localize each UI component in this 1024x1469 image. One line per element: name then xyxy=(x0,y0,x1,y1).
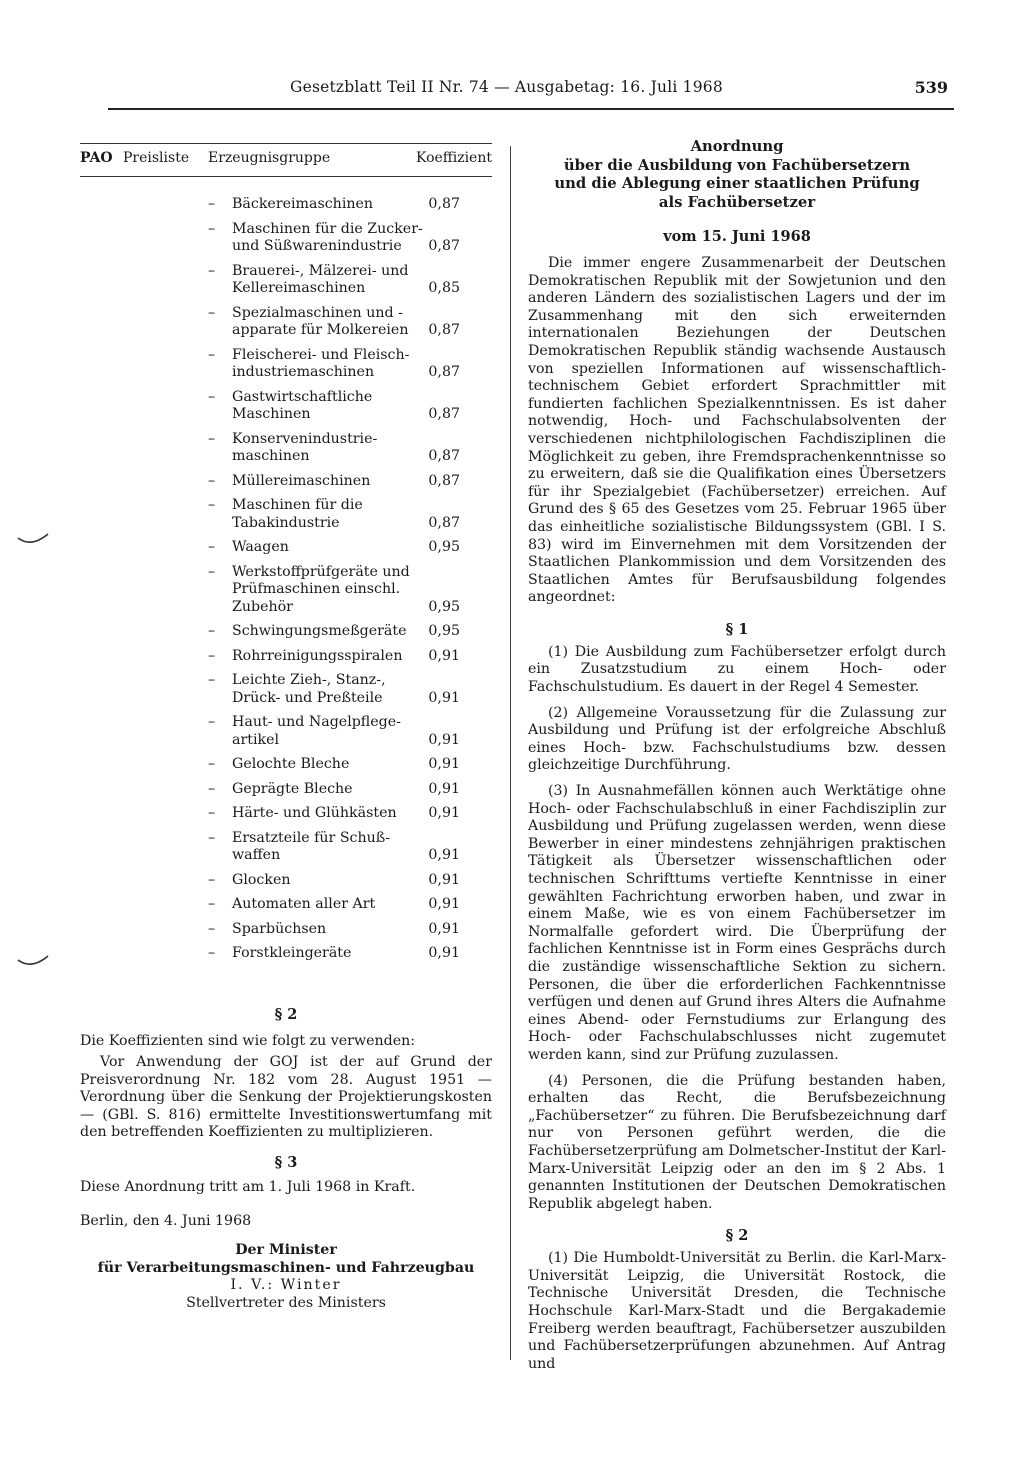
row-name: Härte- und Glühkästen xyxy=(232,805,397,821)
column-divider xyxy=(510,146,511,1360)
row-value: 0,95 xyxy=(428,539,460,555)
row-value: 0,87 xyxy=(428,364,460,380)
row-name: Fleischerei- und Fleisch- industriemaschinen xyxy=(232,346,410,380)
row-value: 0,91 xyxy=(428,689,460,706)
margin-mark-icon xyxy=(16,952,50,968)
table-row: – Bäckereimaschinen 0,87 xyxy=(208,196,460,212)
table-row: – Ersatzteile für Schuß- waffen 0,91 xyxy=(208,829,460,863)
decree-title-line: über die Ausbildung von Fachübersetzern xyxy=(563,156,911,174)
paragraph: (2) Allgemeine Voraussetzung für die Zulassung zur Ausbildung und Prüfung ist der erfolgreiche Abschluß eines Hoch- bzw. Fachschulstudiums bzw. dessen gleichzeitige Durchführung. xyxy=(528,704,946,774)
col-header-koeffizient: Koeffizient xyxy=(415,150,492,166)
table-row: – Schwingungsmeßgeräte 0,95 xyxy=(208,623,460,639)
section-heading: § 2 xyxy=(725,1227,749,1245)
signature-role: Stellvertreter des Ministers xyxy=(186,1295,386,1312)
row-value: 0,91 xyxy=(428,805,460,821)
table-row: – Maschinen für die Tabakindustrie 0,87 xyxy=(208,497,460,531)
table-row: – Spezialmaschinen und -apparate für Molkereien 0,87 xyxy=(208,304,460,338)
header-title: Gesetzblatt Teil II Nr. 74 — Ausgabetag: 16. Juli 1968 xyxy=(290,78,723,96)
row-value: 0,91 xyxy=(428,756,460,772)
row-value: 0,91 xyxy=(428,896,460,912)
decree-date: vom 15. Juni 1968 xyxy=(663,228,811,245)
row-value: 0,87 xyxy=(428,322,460,338)
left-column xyxy=(80,140,492,1313)
table-row: – Maschinen für die Zucker- und Süßwarenindustrie 0,87 xyxy=(208,220,460,254)
table-header xyxy=(80,140,492,176)
row-name: Waagen xyxy=(232,539,289,555)
table-row: – Leichte Zieh-, Stanz-, Drück- und Preßteile 0,91 xyxy=(208,672,460,706)
table-row: – Werkstoffprüfgeräte und Prüfmaschinen einschl. Zubehör 0,95 xyxy=(208,563,460,615)
table-row: – Automaten aller Art 0,91 xyxy=(208,896,460,912)
header-rule xyxy=(108,108,954,110)
table-row: – Gelochte Bleche 0,91 xyxy=(208,756,460,772)
row-value: 0,87 xyxy=(428,238,460,254)
row-value: 0,95 xyxy=(428,623,460,639)
paragraph: Die Koeffizienten sind wie folgt zu verwenden: xyxy=(80,1032,416,1049)
row-value: 0,91 xyxy=(428,945,460,961)
row-value: 0,85 xyxy=(428,280,460,296)
paragraph: (1) Die Humboldt-Universität zu Berlin. die Karl-Marx-Universität Leipzig, die Universität Rostock, die Technische Universität Dresden, die Technische Hochschule Karl-Marx-Stadt und die Bergakademie Freiberg werden beauftragt, Fachübersetzer auszubilden und Fachübersetzerprüfungen abzunehmen. Auf Antrag und xyxy=(528,1250,946,1372)
col-header-erzeugnisgruppe: Erzeugnisgruppe xyxy=(208,150,331,166)
page-number: 539 xyxy=(914,78,948,97)
margin-mark-icon xyxy=(16,530,50,546)
row-name: Forstkleingeräte xyxy=(232,945,352,961)
table-rule-top xyxy=(80,143,492,144)
row-name: Gastwirtschaftliche Maschinen xyxy=(232,388,373,422)
row-value: 0,87 xyxy=(428,448,460,464)
place-date: Berlin, den 4. Juni 1968 xyxy=(80,1212,252,1229)
row-value: 0,95 xyxy=(428,598,460,615)
row-value: 0,91 xyxy=(428,780,460,797)
row-name: Bäckereimaschinen xyxy=(232,196,374,212)
row-name: Maschinen für die Zucker- und Süßwarenindustrie xyxy=(232,220,423,254)
decree-title-line: als Fachübersetzer xyxy=(658,193,816,211)
decree-title-line: und die Ablegung einer staatlichen Prüfung xyxy=(554,175,920,192)
paragraph: Diese Anordnung tritt am 1. Juli 1968 in Kraft. xyxy=(80,1179,416,1196)
row-name: Maschinen für die Tabakindustrie xyxy=(232,497,363,531)
table-row: – Müllereimaschinen 0,87 xyxy=(208,472,460,489)
row-name: Brauerei-, Mälzerei- und Kellereimaschinen xyxy=(232,262,409,296)
row-name: Ersatzteile für Schuß- waffen xyxy=(232,829,391,863)
section-heading: § 1 xyxy=(725,620,749,638)
table-row: – Gastwirtschaftliche Maschinen 0,87 xyxy=(208,388,460,422)
row-value: 0,91 xyxy=(428,847,460,863)
right-column xyxy=(528,138,946,1373)
row-value: 0,87 xyxy=(428,514,460,531)
row-name: Geprägte Bleche xyxy=(232,780,353,797)
section-heading: § 3 xyxy=(274,1154,298,1172)
row-name: Spezialmaschinen und -apparate für Molkereien xyxy=(232,304,409,338)
table-row: – Glocken 0,91 xyxy=(208,871,460,888)
signature-ministry: für Verarbeitungsmaschinen- und Fahrzeugbau xyxy=(97,1259,475,1276)
table-row: – Forstkleingeräte 0,91 xyxy=(208,945,460,961)
row-name: Gelochte Bleche xyxy=(232,756,350,772)
row-name: Werkstoffprüfgeräte und Prüfmaschinen einschl. Zubehör xyxy=(232,563,410,615)
section-heading: § 2 xyxy=(274,1005,298,1023)
table-rule-bottom xyxy=(80,176,492,177)
row-value: 0,91 xyxy=(428,647,460,664)
preamble: Die immer engere Zusammenarbeit der Deutschen Demokratischen Republik mit der Sowjetunion und den anderen Ländern des sozialistischen Lagers und der im Zusammenhang mit den sich erweiternden internationalen Beziehungen der Deutschen Demokratischen Republik ständig wachsende Austausch von speziellen Informationen auf wissenschaftlich-technischem Gebiet erfordert Sprachmittler mit fundierten fachlichen Spezialkenntnissen. Es ist daher notwendig, Hoch- und Fachschulabsolventen der verschiedenen nichtphilologischen Fachdisziplinen die Möglichkeit zu geben, ihre Fremdsprachenkenntnisse so zu erweitern, daß sie die Qualifikation eines Übersetzers für ihr Spezialgebiet (Fachübersetzer) erreichen. Auf Grund des § 65 des Gesetzes vom 25. Februar 1965 über das einheitliche sozialistische Bildungssystem (GBl. I S. 83) wird im Einvernehmen mit dem Vorsitzenden der Staatlichen Plankommission und dem Vorsitzenden des Staatlichen Amtes für Berufsausbildung folgendes angeordnet: xyxy=(528,255,946,606)
row-value: 0,91 xyxy=(428,920,460,937)
decree-title: Anordnung xyxy=(690,138,784,155)
table-row: – Härte- und Glühkästen 0,91 xyxy=(208,805,460,821)
row-name: Rohrreinigungsspiralen xyxy=(232,647,403,664)
product-table xyxy=(80,196,492,963)
row-name: Schwingungsmeßgeräte xyxy=(232,623,407,639)
signature-name: I. V.: Winter xyxy=(230,1277,342,1294)
signature-title: Der Minister xyxy=(235,1242,337,1259)
row-name: Glocken xyxy=(232,871,291,888)
row-value: 0,87 xyxy=(428,406,460,422)
paragraph: (1) Die Ausbildung zum Fachübersetzer erfolgt durch ein Zusatzstudium zu einem Hoch- oder Fachschulstudium. Es dauert in der Regel 4 Semester. xyxy=(528,643,946,696)
table-row: – Brauerei-, Mälzerei- und Kellereimaschinen 0,85 xyxy=(208,262,460,296)
row-name: Automaten aller Art xyxy=(232,896,376,912)
row-value: 0,87 xyxy=(428,196,460,212)
col-header-preisliste: Preisliste xyxy=(123,150,190,166)
row-value: 0,91 xyxy=(428,731,460,748)
table-row: – Haut- und Nagelpflege- artikel 0,91 xyxy=(208,714,460,748)
paragraph: (4) Personen, die die Prüfung bestanden haben, erhalten das Recht, die Berufsbezeichnung „Fachübersetzer“ zu führen. Die Berufsbezeichnung darf nur von Personen geführt werden, die die Fachübersetzerprüfung am Dolmetscher-Institut der Karl-Marx-Universität Leipzig oder an den im § 2 Abs. 1 genannten Institutionen der Deutschen Demokratischen Republik abgelegt haben. xyxy=(528,1072,946,1212)
page-header xyxy=(108,78,948,102)
row-value: 0,91 xyxy=(428,871,460,888)
table-row: – Geprägte Bleche 0,91 xyxy=(208,780,460,797)
row-name: Sparbüchsen xyxy=(232,920,327,937)
row-name: Konservenindustrie- maschinen xyxy=(232,430,378,464)
row-value: 0,87 xyxy=(428,472,460,489)
table-row: – Waagen 0,95 xyxy=(208,539,460,555)
table-row: – Konservenindustrie- maschinen 0,87 xyxy=(208,430,460,464)
col-header-pao: PAO xyxy=(80,150,113,166)
paragraph: (3) In Ausnahmefällen können auch Werktätige ohne Hoch- oder Fachschulabschluß in einer Fachdisziplin zur Ausbildung und Prüfung zugelassen werden, wenn diese Bewerber in einer mindestens zehnjährigen praktischen Tätigkeit als Übersetzer wissenschaftlichen oder technischen Schrifttums vertiefte Kenntnisse in einer gewählten Fachrichtung erworben haben, und zwar in einem Maße, wie es von einem Fachübersetzer im Normalfalle gefordert wird. Die Überprüfung der fachlichen Kenntnisse ist in Form eines Gesprächs durch die zuständige wissenschaftliche Sektion zu sichern. Personen, die über die erforderlichen Fachkenntnisse verfügen und denen auf Grund ihres Alters die Aufnahme eines Abend- oder Fernstudiums zur Erlangung des Hoch- oder Fachschulabschlusses nicht zugemutet werden kann, sind zur Prüfung zuzulassen. xyxy=(528,783,946,1063)
row-name: Müllereimaschinen xyxy=(232,472,371,489)
row-name: Haut- und Nagelpflege- artikel xyxy=(232,714,401,748)
table-row: – Sparbüchsen 0,91 xyxy=(208,920,460,937)
table-row: – Rohrreinigungsspiralen 0,91 xyxy=(208,647,460,664)
table-row: – Fleischerei- und Fleisch- industriemaschinen 0,87 xyxy=(208,346,460,380)
paragraph: Vor Anwendung der GOJ ist der auf Grund der Preisverordnung Nr. 182 vom 28. August 1951 — Verordnung über die Senkung der Projektierungskosten — (GBl. S. 816) ermittelte Investitionswertumfang mit den betreffenden Koeffizienten zu multiplizieren. xyxy=(80,1054,492,1141)
row-name: Leichte Zieh-, Stanz-, Drück- und Preßteile xyxy=(232,672,386,706)
